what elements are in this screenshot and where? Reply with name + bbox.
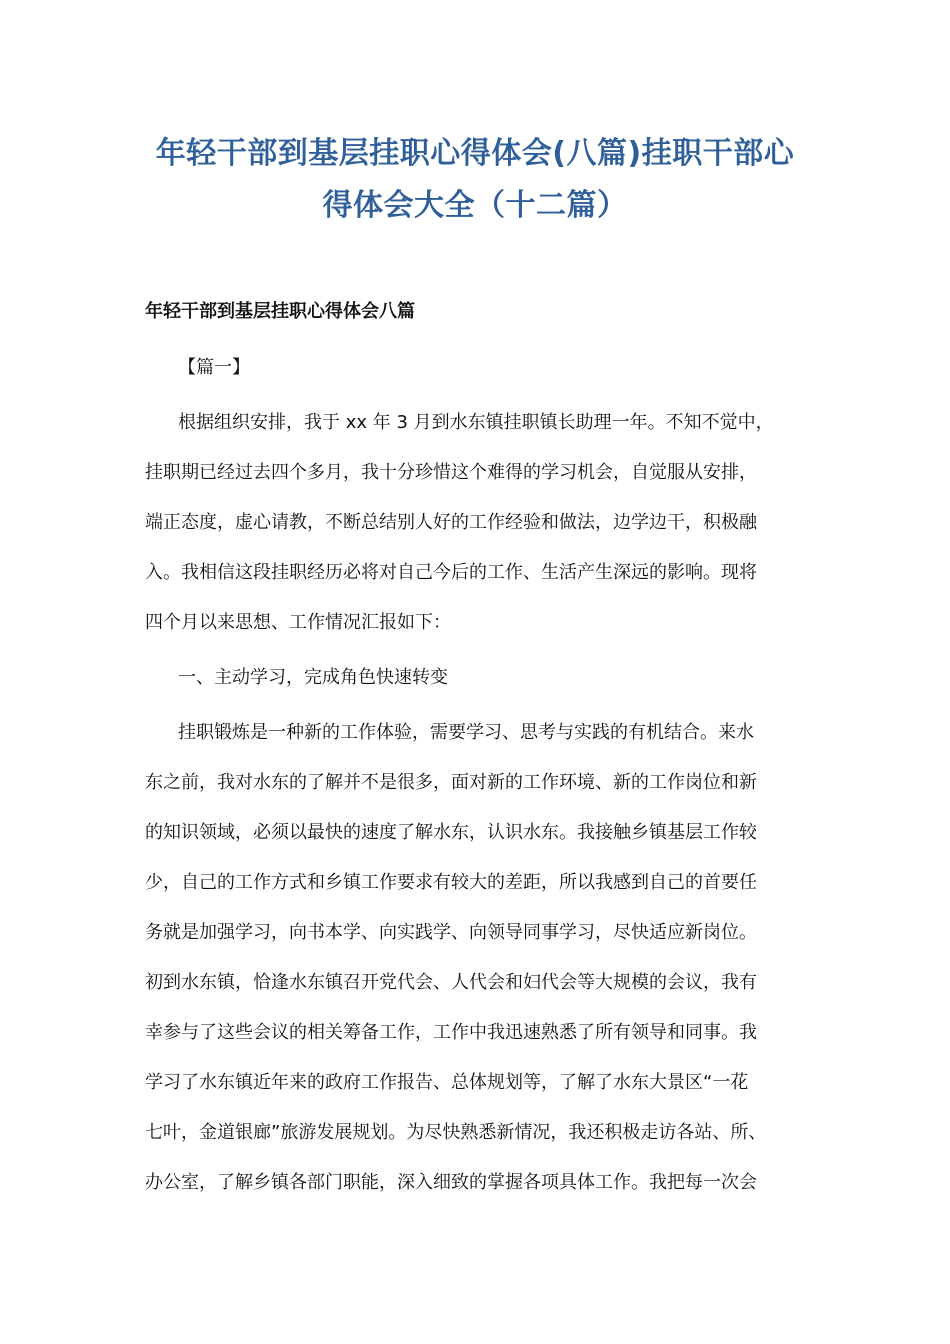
paragraph-line: 东之前，我对水东的了解并不是很多，面对新的工作环境、新的工作岗位和新 (145, 772, 757, 793)
paragraph-2 (145, 708, 810, 1208)
paragraph-line: 四个月以来思想、工作情况汇报如下： (145, 612, 451, 633)
paragraph-line: 学习了水东镇近年来的政府工作报告、总体规划等，了解了水东大景区“一花 (145, 1072, 749, 1093)
title-line-2: 得体会大全（十二篇） (322, 188, 628, 223)
subheading: 一、主动学习，完成角色快速转变 (178, 667, 448, 688)
paragraph-line: 办公室，了解乡镇各部门职能，深入细致的掌握各项具体工作。我把每一次会 (145, 1172, 757, 1193)
paragraph-line: 七叶，金道银廊”旅游发展规划。为尽快熟悉新情况，我还积极走访各站、所、 (145, 1122, 767, 1143)
title-line-1: 年轻干部到基层挂职心得体会(八篇)挂职干部心 (155, 136, 795, 171)
paragraph-line: 根据组织安排，我于 xx 年 3 月到水东镇挂职镇长助理一年。不知不觉中， (178, 412, 774, 433)
paragraph-line: 幸参与了这些会议的相关筹备工作，工作中我迅速熟悉了所有领导和同事。我 (145, 1022, 757, 1043)
paragraph-line: 少，自己的工作方式和乡镇工作要求有较大的差距，所以我感到自己的首要任 (145, 872, 757, 893)
paragraph-line: 入。我相信这段挂职经历必将对自己今后的工作、生活产生深远的影响。现将 (145, 562, 757, 583)
paragraph-line: 初到水东镇，恰逢水东镇召开党代会、人代会和妇代会等大规模的会议，我有 (145, 972, 757, 993)
paragraph-1 (145, 398, 810, 648)
part-label: 【篇一】 (178, 357, 250, 378)
section-heading: 年轻干部到基层挂职心得体会八篇 (145, 301, 415, 322)
paragraph-line: 挂职期已经过去四个多月，我十分珍惜这个难得的学习机会，自觉服从安排， (145, 462, 757, 483)
paragraph-line: 的知识领域，必须以最快的速度了解水东，认识水东。我接触乡镇基层工作较 (145, 822, 757, 843)
paragraph-line: 挂职锻炼是一种新的工作体验，需要学习、思考与实践的有机结合。来水 (178, 722, 754, 743)
paragraph-line: 端正态度，虚心请教，不断总结别人好的工作经验和做法，边学边干，积极融 (145, 512, 757, 533)
document-title (120, 128, 830, 232)
paragraph-line: 务就是加强学习，向书本学、向实践学、向领导同事学习，尽快适应新岗位。 (145, 922, 757, 943)
